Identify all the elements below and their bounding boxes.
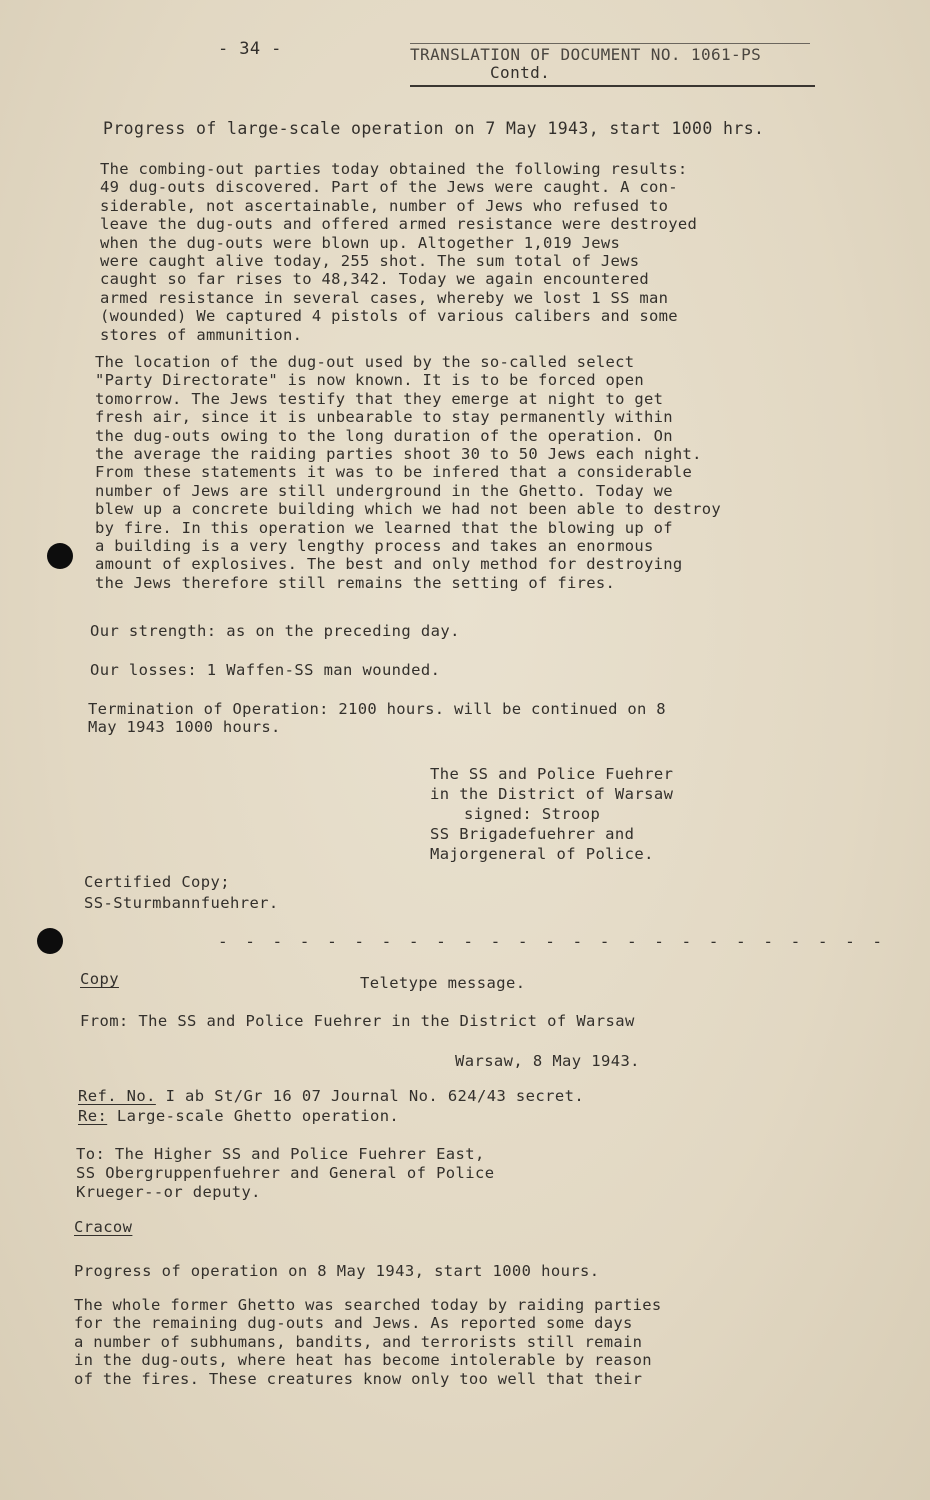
text-line: amount of explosives. The best and only method for destroying [95, 555, 683, 574]
text-line: a number of subhumans, bandits, and terrorists still remain [74, 1332, 643, 1351]
signature-line: SS Brigadefuehrer and [430, 825, 635, 843]
ref-label: Ref. No. [78, 1087, 156, 1105]
text-line: siderable, not ascertainable, number of Jews who refused to [100, 196, 669, 215]
place-date: Warsaw, 8 May 1943. [455, 1052, 640, 1070]
progress-heading-7-may: Progress of large-scale operation on 7 May 1943, start 1000 hrs. [103, 119, 765, 138]
certified-copy-block [84, 872, 279, 914]
ghetto-search-paragraph [74, 1296, 834, 1388]
re-label: Re: [78, 1107, 108, 1125]
page-number: - 34 - [218, 39, 282, 59]
signature-block [430, 764, 673, 864]
text-line: the average the raiding parties shoot 30 to 50 Jews each night. [95, 445, 702, 464]
text-line: The combing-out parties today obtained the following results: [100, 160, 688, 178]
addressee-line: SS Obergruppenfuehrer and General of Police [76, 1164, 495, 1182]
signature-line: signed: Stroop [464, 805, 601, 823]
text-line: armed resistance in several cases, whereby we lost 1 SS man [100, 288, 669, 307]
text-line: blew up a concrete building which we had not been able to destroy [95, 500, 722, 519]
text-line: number of Jews are still underground in the Ghetto. Today we [95, 481, 673, 500]
certified-line: Certified Copy; [84, 873, 230, 891]
progress-heading-8-may: Progress of operation on 8 May 1943, start 1000 hours. [74, 1262, 600, 1280]
text-line: From these statements it was to be infered that a considerable [95, 463, 693, 482]
reference-line [78, 1087, 584, 1106]
text-line: the dug-outs owing to the long duration of the operation. On [95, 426, 673, 445]
re-text: Large-scale Ghetto operation. [107, 1107, 400, 1125]
addressee-block [76, 1145, 494, 1202]
text-line: in the dug-outs, where heat has become intolerable by reason [74, 1351, 652, 1370]
text-line: May 1943 1000 hours. [88, 718, 281, 737]
text-line: Termination of Operation: 2100 hours. will be continued on 8 [88, 700, 666, 718]
text-line: a building is a very lengthy process and takes an enormous [95, 537, 654, 556]
text-line: of the fires. These creatures know only too well that their [74, 1369, 643, 1388]
text-line: stores of ammunition. [100, 325, 303, 344]
translation-title: TRANSLATION OF DOCUMENT NO. 1061-PS [410, 45, 762, 64]
copy-label: Copy [80, 970, 119, 988]
punch-hole-bottom [37, 928, 63, 954]
signature-line: Majorgeneral of Police. [430, 845, 654, 863]
text-line: by fire. In this operation we learned that the blowing up of [95, 518, 673, 537]
certified-line: SS-Sturmbannfuehrer. [84, 894, 279, 912]
from-line: From: The SS and Police Fuehrer in the District of Warsaw [80, 1012, 635, 1030]
losses-line: Our losses: 1 Waffen-SS man wounded. [90, 661, 441, 679]
header-rule [410, 85, 815, 87]
title-underline-top [410, 43, 810, 44]
text-line: leave the dug-outs and offered armed resistance were destroyed [100, 215, 698, 234]
text-line: for the remaining dug-outs and Jews. As reported some days [74, 1314, 633, 1333]
results-paragraph [100, 160, 860, 344]
addressee-line: Krueger--or deputy. [76, 1183, 261, 1201]
cracow-label: Cracow [74, 1218, 133, 1236]
text-line: fresh air, since it is unbearable to stay permanently within [95, 408, 673, 427]
section-divider: - - - - - - - - - - - - - - - - - - - - - - - - - [218, 932, 887, 951]
signature-line: The SS and Police Fuehrer [430, 765, 674, 783]
signature-line: in the District of Warsaw [430, 785, 674, 803]
termination-paragraph [88, 700, 848, 737]
text-line: (wounded) We captured 4 pistols of various calibers and some [100, 307, 678, 326]
dug-out-paragraph [95, 353, 855, 592]
text-line: caught so far rises to 48,342. Today we again encountered [100, 270, 650, 289]
addressee-line: To: The Higher SS and Police Fuehrer East, [76, 1145, 485, 1163]
subject-line [78, 1107, 399, 1126]
text-line: 49 dug-outs discovered. Part of the Jews were caught. A con- [100, 178, 678, 197]
text-line: when the dug-outs were blown up. Altogether 1,019 Jews [100, 233, 621, 252]
text-line: The location of the dug-out used by the so-called select [95, 353, 635, 371]
punch-hole-top [47, 543, 73, 569]
teletype-title: Teletype message. [360, 974, 526, 992]
text-line: tomorrow. The Jews testify that they emerge at night to get [95, 389, 664, 408]
ref-text: I ab St/Gr 16 07 Journal No. 624/43 secret. [155, 1087, 585, 1105]
text-line: The whole former Ghetto was searched today by raiding parties [74, 1296, 662, 1314]
contd-label: Contd. [490, 63, 551, 82]
strength-line: Our strength: as on the preceding day. [90, 622, 460, 640]
text-line: "Party Directorate" is now known. It is to be forced open [95, 371, 645, 390]
text-line: were caught alive today, 255 shot. The sum total of Jews [100, 252, 640, 271]
text-line: the Jews therefore still remains the setting of fires. [95, 573, 616, 592]
